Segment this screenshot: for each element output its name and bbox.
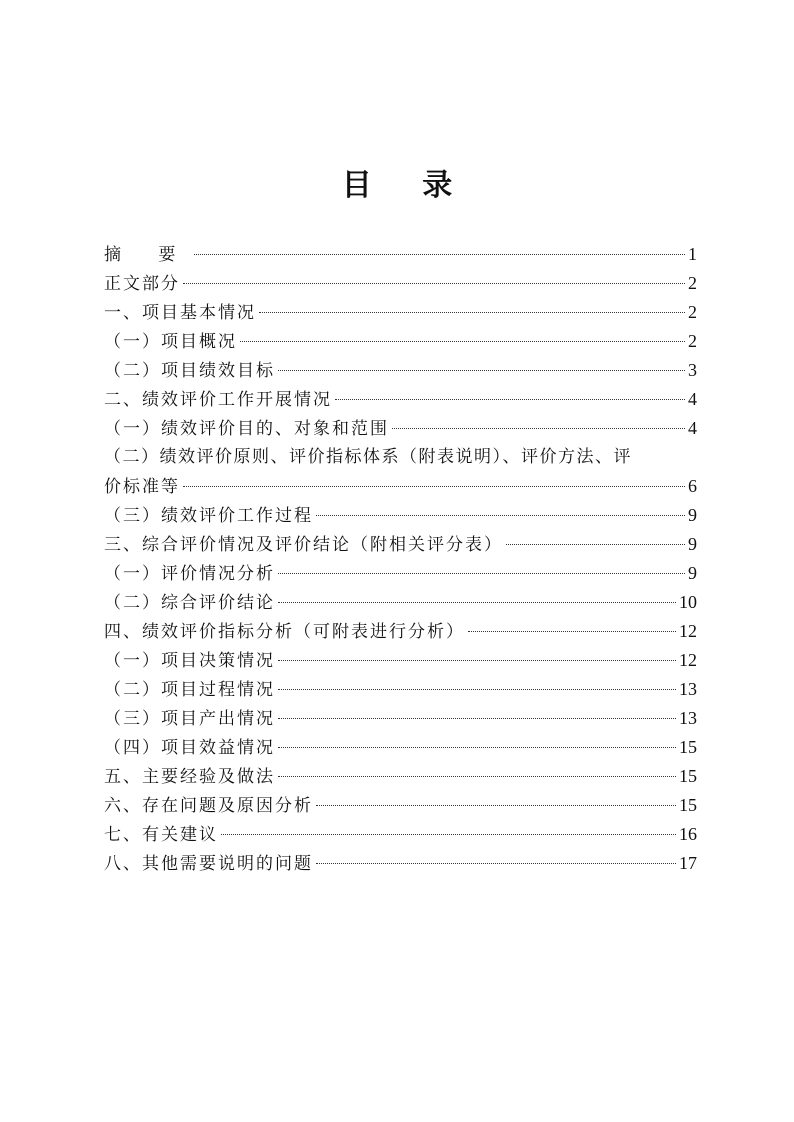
toc-entry-continuation: [104, 472, 697, 501]
toc-entry-section-4-4[interactable]: [104, 733, 697, 762]
dot-leader: [183, 486, 685, 487]
dot-leader: [316, 863, 676, 864]
toc-entry-label: 七、有关建议: [104, 825, 218, 845]
dot-leader: [240, 341, 685, 342]
toc-entry-label: （二）项目过程情况: [104, 680, 275, 700]
toc-page-number: 13: [679, 679, 697, 699]
toc-entry-label: 八、其他需要说明的问题: [104, 854, 313, 874]
toc-entry-section-5[interactable]: [104, 762, 697, 791]
toc-entry-section-7[interactable]: [104, 820, 697, 849]
toc-entry-section-4-3[interactable]: [104, 704, 697, 733]
toc-entry-label: （一）绩效评价目的、对象和范围: [104, 419, 389, 439]
toc-page-number: 13: [679, 708, 697, 728]
toc-page-number: 16: [679, 824, 697, 844]
toc-page-number: 3: [688, 360, 697, 380]
toc-entry-label: 三、综合评价情况及评价结论（附相关评分表）: [104, 535, 503, 555]
toc-page-number: 1: [688, 244, 697, 264]
toc-entry-section-3-1[interactable]: [104, 559, 697, 588]
dot-leader: [278, 573, 685, 574]
toc-entry-section-1-1[interactable]: [104, 327, 697, 356]
toc-entry-label-cont: 价标准等: [104, 477, 180, 497]
dot-leader: [278, 776, 676, 777]
toc-entry-section-4-1[interactable]: [104, 646, 697, 675]
toc-page-number: 12: [679, 650, 697, 670]
toc-entry-section-8[interactable]: [104, 849, 697, 878]
dot-leader: [468, 631, 676, 632]
toc-entry-label: （二）项目绩效目标: [104, 361, 275, 381]
dot-leader: [278, 370, 685, 371]
dot-leader: [278, 602, 676, 603]
toc-entry-label: （三）绩效评价工作过程: [104, 506, 313, 526]
toc-entry-section-4[interactable]: [104, 617, 697, 646]
toc-entry-label: （二）绩效评价原则、评价指标体系（附表说明）、评价方法、评: [104, 447, 632, 467]
toc-entry-label: （二）综合评价结论: [104, 593, 275, 613]
toc-page-number: 12: [679, 621, 697, 641]
toc-entry-section-4-2[interactable]: [104, 675, 697, 704]
toc-page-number: 10: [679, 592, 697, 612]
dot-leader: [316, 805, 676, 806]
toc-entry-label: 六、存在问题及原因分析: [104, 796, 313, 816]
toc-page-number: 4: [688, 418, 697, 438]
toc-entry-section-6[interactable]: [104, 791, 697, 820]
dot-leader: [278, 660, 676, 661]
dot-leader: [194, 254, 685, 255]
dot-leader: [316, 515, 685, 516]
toc-entry-section-3[interactable]: [104, 530, 697, 559]
toc-entry-section-1-2[interactable]: [104, 356, 697, 385]
toc-page-number: 17: [679, 853, 697, 873]
toc-entry-label: （一）项目决策情况: [104, 651, 275, 671]
dot-leader: [506, 544, 685, 545]
toc-entry-label: （三）项目产出情况: [104, 709, 275, 729]
toc-entry-label: 一、项目基本情况: [104, 303, 256, 323]
table-of-contents: [104, 240, 697, 878]
toc-entry-section-1[interactable]: [104, 298, 697, 327]
dot-leader: [183, 283, 685, 284]
toc-page-number: 15: [679, 795, 697, 815]
toc-title: 目 录: [341, 168, 473, 203]
toc-page-number: 6: [688, 476, 697, 496]
dot-leader: [221, 834, 676, 835]
dot-leader: [278, 747, 676, 748]
toc-page-number: 2: [688, 302, 697, 322]
toc-entry-section-2[interactable]: [104, 385, 697, 414]
toc-entry-label: 五、主要经验及做法: [104, 767, 275, 787]
dot-leader: [335, 399, 685, 400]
toc-entry-section-3-2[interactable]: [104, 588, 697, 617]
toc-page-number: 15: [679, 766, 697, 786]
toc-entry-main-text[interactable]: [104, 269, 697, 298]
toc-entry-section-2-2[interactable]: [104, 443, 697, 501]
toc-entry-label: （一）项目概况: [104, 332, 237, 352]
toc-page-number: 4: [688, 389, 697, 409]
toc-page-number: 15: [679, 737, 697, 757]
dot-leader: [278, 718, 676, 719]
toc-entry-label: 四、绩效评价指标分析（可附表进行分析）: [104, 622, 465, 642]
toc-entry-label: 摘 要: [104, 245, 192, 265]
toc-page-number: 9: [688, 563, 697, 583]
toc-entry-section-2-1[interactable]: [104, 414, 697, 443]
toc-entry-label: （一）评价情况分析: [104, 564, 275, 584]
toc-page-number: 2: [688, 331, 697, 351]
dot-leader: [392, 428, 685, 429]
toc-page-number: 9: [688, 534, 697, 554]
toc-entry-label: （四）项目效益情况: [104, 738, 275, 758]
toc-entry-label: 正文部分: [104, 274, 180, 294]
toc-entry-label: 二、绩效评价工作开展情况: [104, 390, 332, 410]
toc-entry-summary[interactable]: [104, 240, 697, 269]
dot-leader: [259, 312, 685, 313]
toc-page-number: 2: [688, 273, 697, 293]
toc-entry-section-2-3[interactable]: [104, 501, 697, 530]
toc-page-number: 9: [688, 505, 697, 525]
dot-leader: [278, 689, 676, 690]
